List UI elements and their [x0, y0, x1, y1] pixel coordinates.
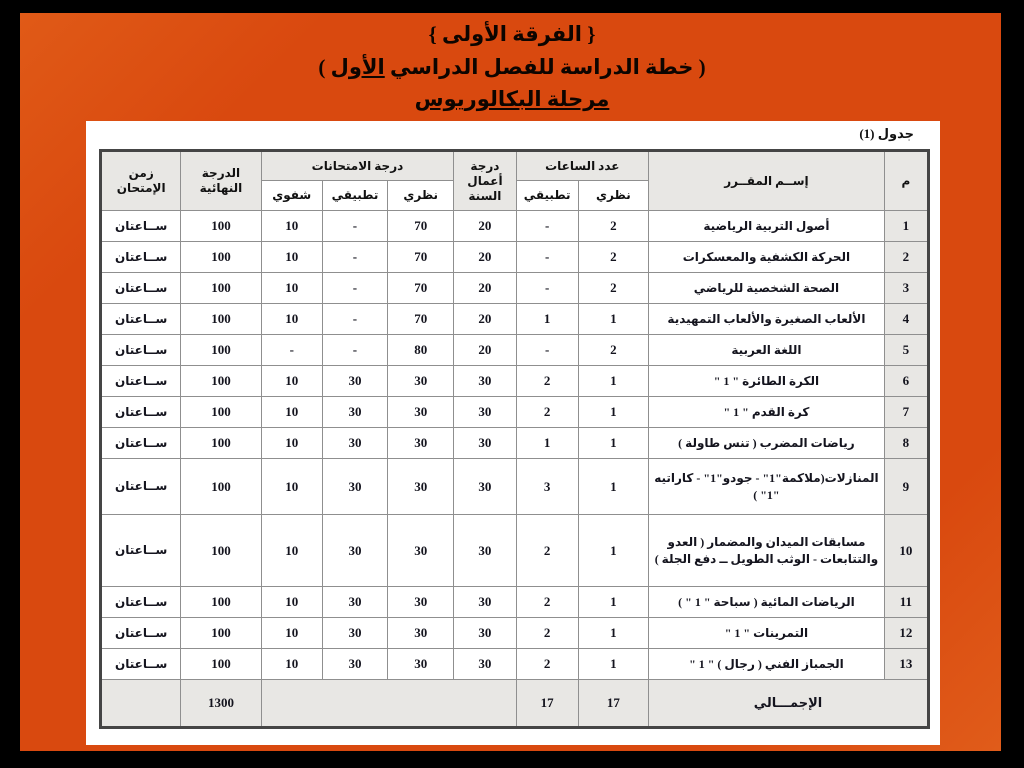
exam-oral-cell: 10 [261, 587, 322, 618]
table-row [101, 335, 929, 366]
exam-practical-cell: 30 [322, 397, 387, 428]
exam-practical-cell: 30 [322, 649, 387, 680]
final-grade-cell: 100 [181, 459, 261, 515]
exam-theoretical-cell: 80 [388, 335, 454, 366]
title-line-1: { الفرقة الأولى } [428, 22, 596, 46]
exam-theoretical-cell: 30 [388, 397, 454, 428]
exam-practical-cell: - [322, 273, 387, 304]
hours-theoretical-cell: 1 [578, 587, 648, 618]
course-name-cell: الجمباز الفني ( رجال ) " 1 " [649, 649, 885, 680]
exam-oral-cell: - [261, 335, 322, 366]
final-grade-cell: 100 [181, 366, 261, 397]
table-row [101, 397, 929, 428]
header-exam-theoretical: نظري [388, 181, 454, 211]
total-empty-span [261, 680, 516, 728]
hours-theoretical-cell: 1 [578, 397, 648, 428]
year-work-grade-cell: 30 [454, 587, 516, 618]
hours-theoretical-cell: 1 [578, 515, 648, 587]
title-line-3: مرحلة البكالوريوس [414, 87, 610, 112]
row-number-cell: 5 [884, 335, 928, 366]
hours-practical-cell: - [516, 335, 578, 366]
course-name-cell: الحركة الكشفية والمعسكرات [649, 242, 885, 273]
header-exam-time: زمن الإمتحان [101, 151, 181, 211]
exam-time-cell: ســاعتان [101, 428, 181, 459]
exam-practical-cell: 30 [322, 428, 387, 459]
exam-theoretical-cell: 30 [388, 515, 454, 587]
year-work-grade-cell: 30 [454, 649, 516, 680]
total-final-grade: 1300 [181, 680, 261, 728]
exam-time-cell: ســاعتان [101, 273, 181, 304]
total-label: الإجمـــالي [649, 680, 929, 728]
hours-theoretical-cell: 1 [578, 649, 648, 680]
total-hours-theoretical: 17 [578, 680, 648, 728]
header-exam-oral: شفوي [261, 181, 322, 211]
final-grade-cell: 100 [181, 335, 261, 366]
final-grade-cell: 100 [181, 587, 261, 618]
table-row [101, 304, 929, 335]
exam-oral-cell: 10 [261, 366, 322, 397]
hours-theoretical-cell: 2 [578, 211, 648, 242]
hours-practical-cell: 2 [516, 397, 578, 428]
exam-theoretical-cell: 30 [388, 459, 454, 515]
header-exam-practical: تطبيقي [322, 181, 387, 211]
hours-practical-cell: 2 [516, 618, 578, 649]
year-work-grade-cell: 30 [454, 459, 516, 515]
row-number-cell: 13 [884, 649, 928, 680]
exam-practical-cell: 30 [322, 459, 387, 515]
final-grade-cell: 100 [181, 618, 261, 649]
table-row [101, 515, 929, 587]
table-row [101, 366, 929, 397]
course-name-cell: أصول التربية الرياضية [649, 211, 885, 242]
exam-practical-cell: 30 [322, 366, 387, 397]
row-number-cell: 10 [884, 515, 928, 587]
exam-time-cell: ســاعتان [101, 211, 181, 242]
total-row [101, 680, 929, 728]
exam-theoretical-cell: 30 [388, 366, 454, 397]
hours-practical-cell: - [516, 242, 578, 273]
exam-oral-cell: 10 [261, 273, 322, 304]
row-number-cell: 1 [884, 211, 928, 242]
exam-time-cell: ســاعتان [101, 242, 181, 273]
exam-theoretical-cell: 70 [388, 273, 454, 304]
table-body [101, 211, 929, 680]
hours-practical-cell: 2 [516, 649, 578, 680]
course-name-cell: الألعاب الصغيرة والألعاب التمهيدية [649, 304, 885, 335]
course-name-cell: الصحة الشخصية للرياضي [649, 273, 885, 304]
final-grade-cell: 100 [181, 242, 261, 273]
exam-practical-cell: 30 [322, 618, 387, 649]
title-underlined-word: الأول [330, 54, 385, 79]
total-hours-practical: 17 [516, 680, 578, 728]
header-hours-practical: تطبيقي [516, 181, 578, 211]
header-year-work: درجة أعمال السنة [454, 151, 516, 211]
row-number-cell: 11 [884, 587, 928, 618]
year-work-grade-cell: 20 [454, 335, 516, 366]
row-number-cell: 4 [884, 304, 928, 335]
hours-practical-cell: 1 [516, 428, 578, 459]
exam-theoretical-cell: 30 [388, 649, 454, 680]
final-grade-cell: 100 [181, 211, 261, 242]
hours-theoretical-cell: 2 [578, 242, 648, 273]
final-grade-cell: 100 [181, 428, 261, 459]
course-name-cell: كرة القدم " 1 " [649, 397, 885, 428]
exam-time-cell: ســاعتان [101, 304, 181, 335]
course-name-cell: رياضات المضرب ( تنس طاولة ) [649, 428, 885, 459]
row-number-cell: 3 [884, 273, 928, 304]
exam-time-cell: ســاعتان [101, 649, 181, 680]
header-row-number: م [884, 151, 928, 211]
row-number-cell: 6 [884, 366, 928, 397]
exam-oral-cell: 10 [261, 304, 322, 335]
table-row [101, 428, 929, 459]
exam-time-cell: ســاعتان [101, 618, 181, 649]
exam-time-cell: ســاعتان [101, 459, 181, 515]
exam-time-cell: ســاعتان [101, 397, 181, 428]
exam-time-cell: ســاعتان [101, 335, 181, 366]
header-final-grade: الدرجة النهائية [181, 151, 261, 211]
table-row [101, 273, 929, 304]
exam-practical-cell: - [322, 211, 387, 242]
hours-theoretical-cell: 1 [578, 459, 648, 515]
slide-title [0, 18, 1024, 116]
course-name-cell: اللغة العربية [649, 335, 885, 366]
exam-time-cell: ســاعتان [101, 366, 181, 397]
exam-practical-cell: - [322, 304, 387, 335]
exam-practical-cell: - [322, 242, 387, 273]
exam-time-cell: ســاعتان [101, 587, 181, 618]
hours-practical-cell: 1 [516, 304, 578, 335]
table-caption: جدول (1) [859, 126, 914, 141]
table-row [101, 649, 929, 680]
header-hours-theoretical: نظري [578, 181, 648, 211]
final-grade-cell: 100 [181, 649, 261, 680]
table-row [101, 211, 929, 242]
exam-theoretical-cell: 30 [388, 428, 454, 459]
hours-theoretical-cell: 1 [578, 428, 648, 459]
exam-theoretical-cell: 30 [388, 618, 454, 649]
hours-practical-cell: 2 [516, 515, 578, 587]
exam-oral-cell: 10 [261, 428, 322, 459]
hours-theoretical-cell: 2 [578, 273, 648, 304]
final-grade-cell: 100 [181, 304, 261, 335]
table-row [101, 587, 929, 618]
row-number-cell: 2 [884, 242, 928, 273]
year-work-grade-cell: 30 [454, 618, 516, 649]
exam-oral-cell: 10 [261, 649, 322, 680]
exam-oral-cell: 10 [261, 459, 322, 515]
year-work-grade-cell: 20 [454, 211, 516, 242]
course-name-cell: الرياضات المائية ( سباحة " 1 " ) [649, 587, 885, 618]
table-row [101, 459, 929, 515]
header-exams-group: درجة الامتحانات [261, 151, 454, 181]
row-number-cell: 7 [884, 397, 928, 428]
exam-theoretical-cell: 70 [388, 211, 454, 242]
row-number-cell: 8 [884, 428, 928, 459]
course-name-cell: الكرة الطائرة " 1 " [649, 366, 885, 397]
exam-oral-cell: 10 [261, 397, 322, 428]
hours-practical-cell: 2 [516, 587, 578, 618]
exam-oral-cell: 10 [261, 211, 322, 242]
hours-theoretical-cell: 1 [578, 366, 648, 397]
year-work-grade-cell: 30 [454, 428, 516, 459]
header-hours-group: عدد الساعات [516, 151, 648, 181]
year-work-grade-cell: 30 [454, 397, 516, 428]
study-plan-table [99, 149, 930, 729]
hours-practical-cell: 3 [516, 459, 578, 515]
exam-time-cell: ســاعتان [101, 515, 181, 587]
course-name-cell: مسابقات الميدان والمضمار ( العدو والتتابعات - الوثب الطويل ــ دفع الجلة ) [649, 515, 885, 587]
year-work-grade-cell: 20 [454, 273, 516, 304]
exam-practical-cell: 30 [322, 515, 387, 587]
header-course-name: إســم المقــرر [649, 151, 885, 211]
exam-practical-cell: - [322, 335, 387, 366]
year-work-grade-cell: 30 [454, 366, 516, 397]
row-number-cell: 9 [884, 459, 928, 515]
exam-oral-cell: 10 [261, 515, 322, 587]
exam-practical-cell: 30 [322, 587, 387, 618]
exam-oral-cell: 10 [261, 618, 322, 649]
total-exam-time [101, 680, 181, 728]
course-name-cell: المنازلات(ملاكمة"1" - جودو"1" - كاراتيه "1" ) [649, 459, 885, 515]
exam-theoretical-cell: 30 [388, 587, 454, 618]
title-line-2: ( خطة الدراسة للفصل الدراسي الأول ) [318, 54, 706, 79]
hours-practical-cell: - [516, 211, 578, 242]
final-grade-cell: 100 [181, 397, 261, 428]
year-work-grade-cell: 20 [454, 304, 516, 335]
year-work-grade-cell: 20 [454, 242, 516, 273]
course-name-cell: التمرينات " 1 " [649, 618, 885, 649]
hours-theoretical-cell: 1 [578, 618, 648, 649]
final-grade-cell: 100 [181, 515, 261, 587]
exam-theoretical-cell: 70 [388, 304, 454, 335]
hours-practical-cell: - [516, 273, 578, 304]
table-panel [86, 121, 940, 745]
exam-theoretical-cell: 70 [388, 242, 454, 273]
table-row [101, 242, 929, 273]
row-number-cell: 12 [884, 618, 928, 649]
exam-oral-cell: 10 [261, 242, 322, 273]
final-grade-cell: 100 [181, 273, 261, 304]
year-work-grade-cell: 30 [454, 515, 516, 587]
table-row [101, 618, 929, 649]
hours-theoretical-cell: 2 [578, 335, 648, 366]
hours-practical-cell: 2 [516, 366, 578, 397]
hours-theoretical-cell: 1 [578, 304, 648, 335]
